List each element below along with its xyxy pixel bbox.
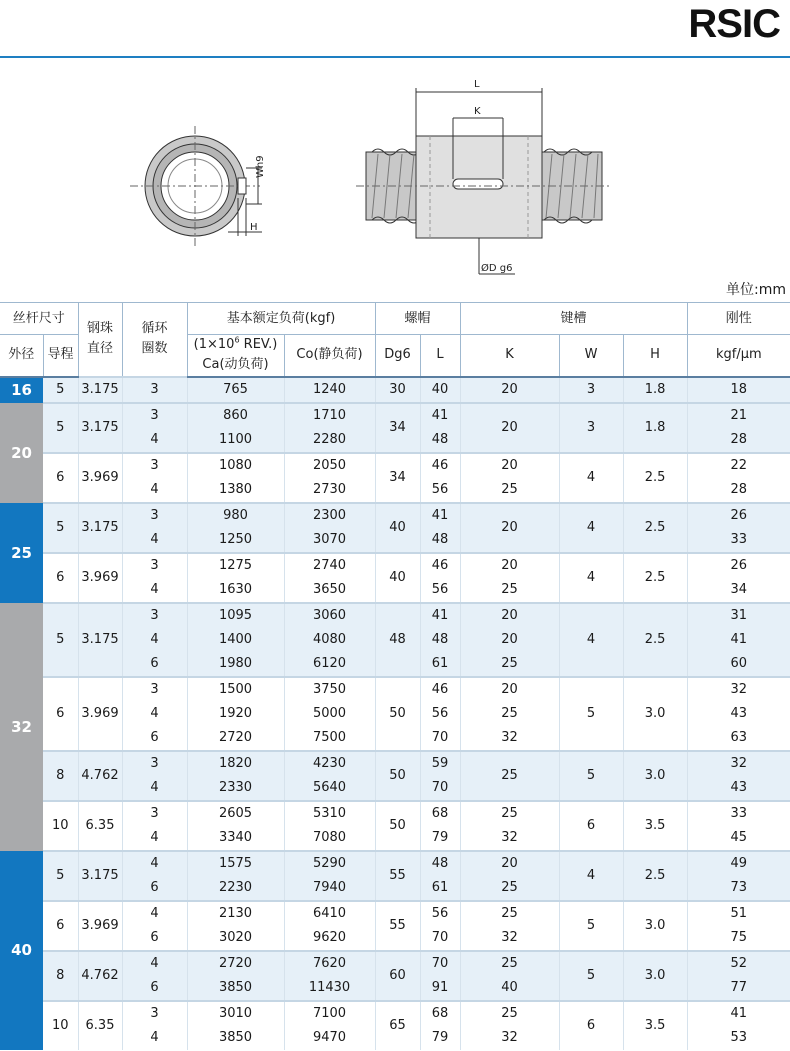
turns-cell: 3 (122, 801, 187, 826)
header-screw-size: 丝杆尺寸 (0, 303, 78, 335)
l-cell: 48 (420, 851, 460, 876)
k-cell: 20 (460, 851, 559, 876)
k-cell: 20 (460, 553, 559, 578)
table-row (0, 553, 790, 578)
ball-cell: 3.175 (78, 403, 122, 453)
ca-cell: 1500 (187, 677, 284, 702)
ca-cell: 1250 (187, 528, 284, 553)
k-cell: 25 (460, 801, 559, 826)
h-cell: 2.5 (623, 851, 687, 901)
unit-label: 单位:mm (726, 282, 786, 298)
lead-cell: 8 (43, 751, 78, 801)
ca-cell: 860 (187, 403, 284, 428)
k-cell: 20 (460, 453, 559, 478)
ca-cell: 3850 (187, 976, 284, 1001)
l-cell: 79 (420, 1026, 460, 1050)
l-cell: 70 (420, 951, 460, 976)
turns-cell: 3 (122, 553, 187, 578)
l-cell: 48 (420, 528, 460, 553)
k-cell: 32 (460, 1026, 559, 1050)
dg6-cell: 55 (375, 851, 420, 901)
l-cell: 41 (420, 503, 460, 528)
lead-cell: 10 (43, 801, 78, 851)
ca-cell: 1980 (187, 652, 284, 677)
l-cell: 70 (420, 776, 460, 801)
lead-cell: 5 (43, 503, 78, 553)
label-k: K (474, 106, 481, 117)
l-cell: 40 (420, 377, 460, 403)
h-cell: 3.0 (623, 901, 687, 951)
stiffness-cell: 18 (687, 377, 790, 403)
w-cell: 5 (559, 901, 623, 951)
co-cell: 5000 (284, 702, 375, 726)
lead-cell: 6 (43, 453, 78, 503)
turns-cell: 3 (122, 503, 187, 528)
k-cell: 32 (460, 826, 559, 851)
table-row (0, 851, 790, 876)
lead-cell: 5 (43, 377, 78, 403)
lead-cell: 5 (43, 603, 78, 677)
w-cell: 4 (559, 553, 623, 603)
ball-cell: 4.762 (78, 751, 122, 801)
k-cell: 20 (460, 677, 559, 702)
lead-cell: 6 (43, 553, 78, 603)
ca-cell: 2605 (187, 801, 284, 826)
ca-cell: 2130 (187, 901, 284, 926)
stiffness-cell: 41 (687, 1001, 790, 1026)
header-dynamic-load: ($1\times 10^6$ REV.) Ca(动负荷) (187, 335, 284, 377)
co-cell: 7500 (284, 726, 375, 751)
co-cell: 6120 (284, 652, 375, 677)
ball-cell: 6.35 (78, 1001, 122, 1050)
stiffness-cell: 21 (687, 403, 790, 428)
turns-cell: 4 (122, 776, 187, 801)
label-l: L (474, 79, 480, 90)
turns-cell: 6 (122, 926, 187, 951)
ca-cell: 3020 (187, 926, 284, 951)
k-cell: 25 (460, 478, 559, 503)
dg6-cell: 60 (375, 951, 420, 1001)
l-cell: 91 (420, 976, 460, 1001)
dg6-cell: 48 (375, 603, 420, 677)
stiffness-cell: 73 (687, 876, 790, 901)
header-stiffness: 刚性 (687, 303, 790, 335)
co-cell: 7100 (284, 1001, 375, 1026)
ca-cell: 1920 (187, 702, 284, 726)
stiffness-cell: 32 (687, 751, 790, 776)
outer-diameter-cell: 25 (0, 503, 43, 603)
k-cell: 25 (460, 876, 559, 901)
k-cell: 25 (460, 1001, 559, 1026)
ca-cell: 2720 (187, 951, 284, 976)
table-row (0, 603, 790, 628)
l-cell: 56 (420, 478, 460, 503)
stiffness-cell: 31 (687, 603, 790, 628)
w-cell: 4 (559, 453, 623, 503)
ball-cell: 3.175 (78, 851, 122, 901)
lead-cell: 6 (43, 901, 78, 951)
ca-cell: 980 (187, 503, 284, 528)
co-cell: 1240 (284, 377, 375, 403)
ca-cell: 765 (187, 377, 284, 403)
ca-cell: 1275 (187, 553, 284, 578)
turns-cell: 4 (122, 826, 187, 851)
turns-cell: 4 (122, 428, 187, 453)
dg6-cell: 65 (375, 1001, 420, 1050)
co-cell: 5640 (284, 776, 375, 801)
ball-cell: 3.969 (78, 677, 122, 751)
header-keyway: 键槽 (460, 303, 687, 335)
w-cell: 6 (559, 801, 623, 851)
turns-cell: 6 (122, 976, 187, 1001)
ballscrew-drawing (0, 58, 790, 280)
table-row (0, 801, 790, 826)
co-cell: 7940 (284, 876, 375, 901)
co-cell: 2300 (284, 503, 375, 528)
ca-cell: 3340 (187, 826, 284, 851)
header-load-rating: 基本额定负荷(kgf) (187, 303, 375, 335)
turns-cell: 3 (122, 377, 187, 403)
h-cell: 3.5 (623, 801, 687, 851)
l-cell: 41 (420, 603, 460, 628)
k-cell: 25 (460, 652, 559, 677)
co-cell: 2740 (284, 553, 375, 578)
header-static-load: Co(静负荷) (284, 335, 375, 377)
w-cell: 5 (559, 951, 623, 1001)
stiffness-cell: 43 (687, 702, 790, 726)
co-cell: 2730 (284, 478, 375, 503)
stiffness-cell: 60 (687, 652, 790, 677)
stiffness-cell: 52 (687, 951, 790, 976)
ca-cell: 2230 (187, 876, 284, 901)
turns-cell: 4 (122, 578, 187, 603)
l-cell: 48 (420, 428, 460, 453)
stiffness-cell: 26 (687, 553, 790, 578)
co-cell: 9620 (284, 926, 375, 951)
turns-cell: 4 (122, 1026, 187, 1050)
header-dg6: Dg6 (375, 335, 420, 377)
stiffness-cell: 41 (687, 628, 790, 652)
ca-cell: 1400 (187, 628, 284, 652)
stiffness-cell: 53 (687, 1026, 790, 1050)
l-cell: 56 (420, 901, 460, 926)
stiffness-cell: 26 (687, 503, 790, 528)
ball-cell: 3.969 (78, 553, 122, 603)
turns-cell: 4 (122, 528, 187, 553)
w-cell: 5 (559, 677, 623, 751)
l-cell: 61 (420, 652, 460, 677)
co-cell: 6410 (284, 901, 375, 926)
co-cell: 4230 (284, 751, 375, 776)
stiffness-cell: 34 (687, 578, 790, 603)
h-cell: 3.0 (623, 751, 687, 801)
l-cell: 68 (420, 801, 460, 826)
co-cell: 3650 (284, 578, 375, 603)
lead-cell: 8 (43, 951, 78, 1001)
ca-cell: 1080 (187, 453, 284, 478)
w-cell: 5 (559, 751, 623, 801)
table-row (0, 453, 790, 478)
co-cell: 3070 (284, 528, 375, 553)
turns-cell: 3 (122, 403, 187, 428)
header-outer-diameter: 外径 (0, 335, 43, 377)
header-l: L (420, 335, 460, 377)
l-cell: 41 (420, 403, 460, 428)
table-row (0, 951, 790, 976)
l-cell: 46 (420, 453, 460, 478)
h-cell: 3.0 (623, 677, 687, 751)
k-cell: 25 (460, 702, 559, 726)
turns-cell: 3 (122, 603, 187, 628)
header-ball-diameter: 钢珠 直径 (78, 303, 122, 377)
ball-cell: 3.175 (78, 503, 122, 553)
turns-cell: 6 (122, 726, 187, 751)
l-cell: 59 (420, 751, 460, 776)
turns-cell: 3 (122, 751, 187, 776)
table-row (0, 377, 790, 403)
ca-cell: 1575 (187, 851, 284, 876)
ball-cell: 3.969 (78, 901, 122, 951)
k-cell: 20 (460, 403, 559, 453)
stiffness-cell: 43 (687, 776, 790, 801)
stiffness-cell: 28 (687, 428, 790, 453)
w-cell: 6 (559, 1001, 623, 1050)
header-circuits: 循环 圈数 (122, 303, 187, 377)
co-cell: 5310 (284, 801, 375, 826)
l-cell: 70 (420, 926, 460, 951)
stiffness-cell: 28 (687, 478, 790, 503)
w-cell: 4 (559, 503, 623, 553)
l-cell: 70 (420, 726, 460, 751)
k-cell: 32 (460, 926, 559, 951)
header-stiffness-unit: kgf/μm (687, 335, 790, 377)
co-cell: 5290 (284, 851, 375, 876)
co-cell: 7080 (284, 826, 375, 851)
l-cell: 46 (420, 553, 460, 578)
end-view (130, 126, 262, 246)
k-cell: 25 (460, 578, 559, 603)
outer-diameter-cell: 16 (0, 377, 43, 403)
h-cell: 3.0 (623, 951, 687, 1001)
h-cell: 1.8 (623, 403, 687, 453)
stiffness-cell: 75 (687, 926, 790, 951)
brand-logo: RSIC (688, 2, 780, 46)
turns-cell: 6 (122, 876, 187, 901)
turns-cell: 3 (122, 1001, 187, 1026)
co-cell: 2280 (284, 428, 375, 453)
h-cell: 1.8 (623, 377, 687, 403)
ball-cell: 6.35 (78, 801, 122, 851)
dg6-cell: 50 (375, 677, 420, 751)
ca-cell: 1380 (187, 478, 284, 503)
header-k: K (460, 335, 559, 377)
ball-cell: 3.175 (78, 603, 122, 677)
k-cell: 40 (460, 976, 559, 1001)
outer-diameter-cell: 40 (0, 851, 43, 1050)
header-nut: 螺帽 (375, 303, 460, 335)
table-row (0, 751, 790, 776)
dg6-cell: 55 (375, 901, 420, 951)
l-cell: 79 (420, 826, 460, 851)
h-cell: 2.5 (623, 503, 687, 553)
dg6-cell: 40 (375, 553, 420, 603)
co-cell: 4080 (284, 628, 375, 652)
stiffness-cell: 45 (687, 826, 790, 851)
turns-cell: 3 (122, 677, 187, 702)
stiffness-cell: 22 (687, 453, 790, 478)
k-cell: 20 (460, 503, 559, 553)
header-h: H (623, 335, 687, 377)
dg6-cell: 50 (375, 751, 420, 801)
co-cell: 1710 (284, 403, 375, 428)
table-row (0, 677, 790, 702)
ball-cell: 3.175 (78, 377, 122, 403)
ca-cell: 3010 (187, 1001, 284, 1026)
l-cell: 46 (420, 677, 460, 702)
ca-cell: 2330 (187, 776, 284, 801)
turns-cell: 4 (122, 851, 187, 876)
l-cell: 48 (420, 628, 460, 652)
k-cell: 20 (460, 628, 559, 652)
label-h: H (250, 222, 258, 233)
outer-diameter-cell: 20 (0, 403, 43, 503)
w-cell: 4 (559, 603, 623, 677)
dg6-cell: 30 (375, 377, 420, 403)
w-cell: 3 (559, 403, 623, 453)
stiffness-cell: 32 (687, 677, 790, 702)
lead-cell: 5 (43, 403, 78, 453)
l-cell: 68 (420, 1001, 460, 1026)
stiffness-cell: 51 (687, 901, 790, 926)
co-cell: 7620 (284, 951, 375, 976)
ca-cell: 1820 (187, 751, 284, 776)
ca-cell: 1630 (187, 578, 284, 603)
ball-cell: 3.969 (78, 453, 122, 503)
co-cell: 3750 (284, 677, 375, 702)
stiffness-cell: 33 (687, 528, 790, 553)
turns-cell: 6 (122, 652, 187, 677)
dg6-cell: 40 (375, 503, 420, 553)
l-cell: 56 (420, 578, 460, 603)
spec-table (0, 302, 790, 1050)
side-view (356, 88, 612, 274)
table-row (0, 403, 790, 428)
turns-cell: 4 (122, 702, 187, 726)
stiffness-cell: 49 (687, 851, 790, 876)
k-cell: 25 (460, 751, 559, 801)
h-cell: 2.5 (623, 553, 687, 603)
turns-cell: 4 (122, 628, 187, 652)
lead-cell: 5 (43, 851, 78, 901)
dg6-cell: 34 (375, 453, 420, 503)
stiffness-cell: 63 (687, 726, 790, 751)
stiffness-cell: 77 (687, 976, 790, 1001)
outer-diameter-cell: 32 (0, 603, 43, 851)
ca-cell: 2720 (187, 726, 284, 751)
header-lead: 导程 (43, 335, 78, 377)
stiffness-cell: 33 (687, 801, 790, 826)
l-cell: 56 (420, 702, 460, 726)
k-cell: 25 (460, 901, 559, 926)
label-wh9: Wh9 (255, 155, 266, 178)
h-cell: 3.5 (623, 1001, 687, 1050)
table-row (0, 1001, 790, 1026)
w-cell: 3 (559, 377, 623, 403)
co-cell: 2050 (284, 453, 375, 478)
k-cell: 20 (460, 603, 559, 628)
k-cell: 25 (460, 951, 559, 976)
h-cell: 2.5 (623, 453, 687, 503)
dg6-cell: 34 (375, 403, 420, 453)
co-cell: 11430 (284, 976, 375, 1001)
k-cell: 20 (460, 377, 559, 403)
co-cell: 3060 (284, 603, 375, 628)
ball-cell: 4.762 (78, 951, 122, 1001)
h-cell: 2.5 (623, 603, 687, 677)
lead-cell: 6 (43, 677, 78, 751)
ca-cell: 1095 (187, 603, 284, 628)
header-w: W (559, 335, 623, 377)
ca-cell: 1100 (187, 428, 284, 453)
table-row (0, 901, 790, 926)
turns-cell: 3 (122, 453, 187, 478)
turns-cell: 4 (122, 478, 187, 503)
ca-cell: 3850 (187, 1026, 284, 1050)
turns-cell: 4 (122, 901, 187, 926)
l-cell: 61 (420, 876, 460, 901)
co-cell: 9470 (284, 1026, 375, 1050)
w-cell: 4 (559, 851, 623, 901)
table-row (0, 503, 790, 528)
turns-cell: 4 (122, 951, 187, 976)
lead-cell: 10 (43, 1001, 78, 1050)
dg6-cell: 50 (375, 801, 420, 851)
label-dg6: ØD g6 (481, 263, 513, 274)
k-cell: 32 (460, 726, 559, 751)
